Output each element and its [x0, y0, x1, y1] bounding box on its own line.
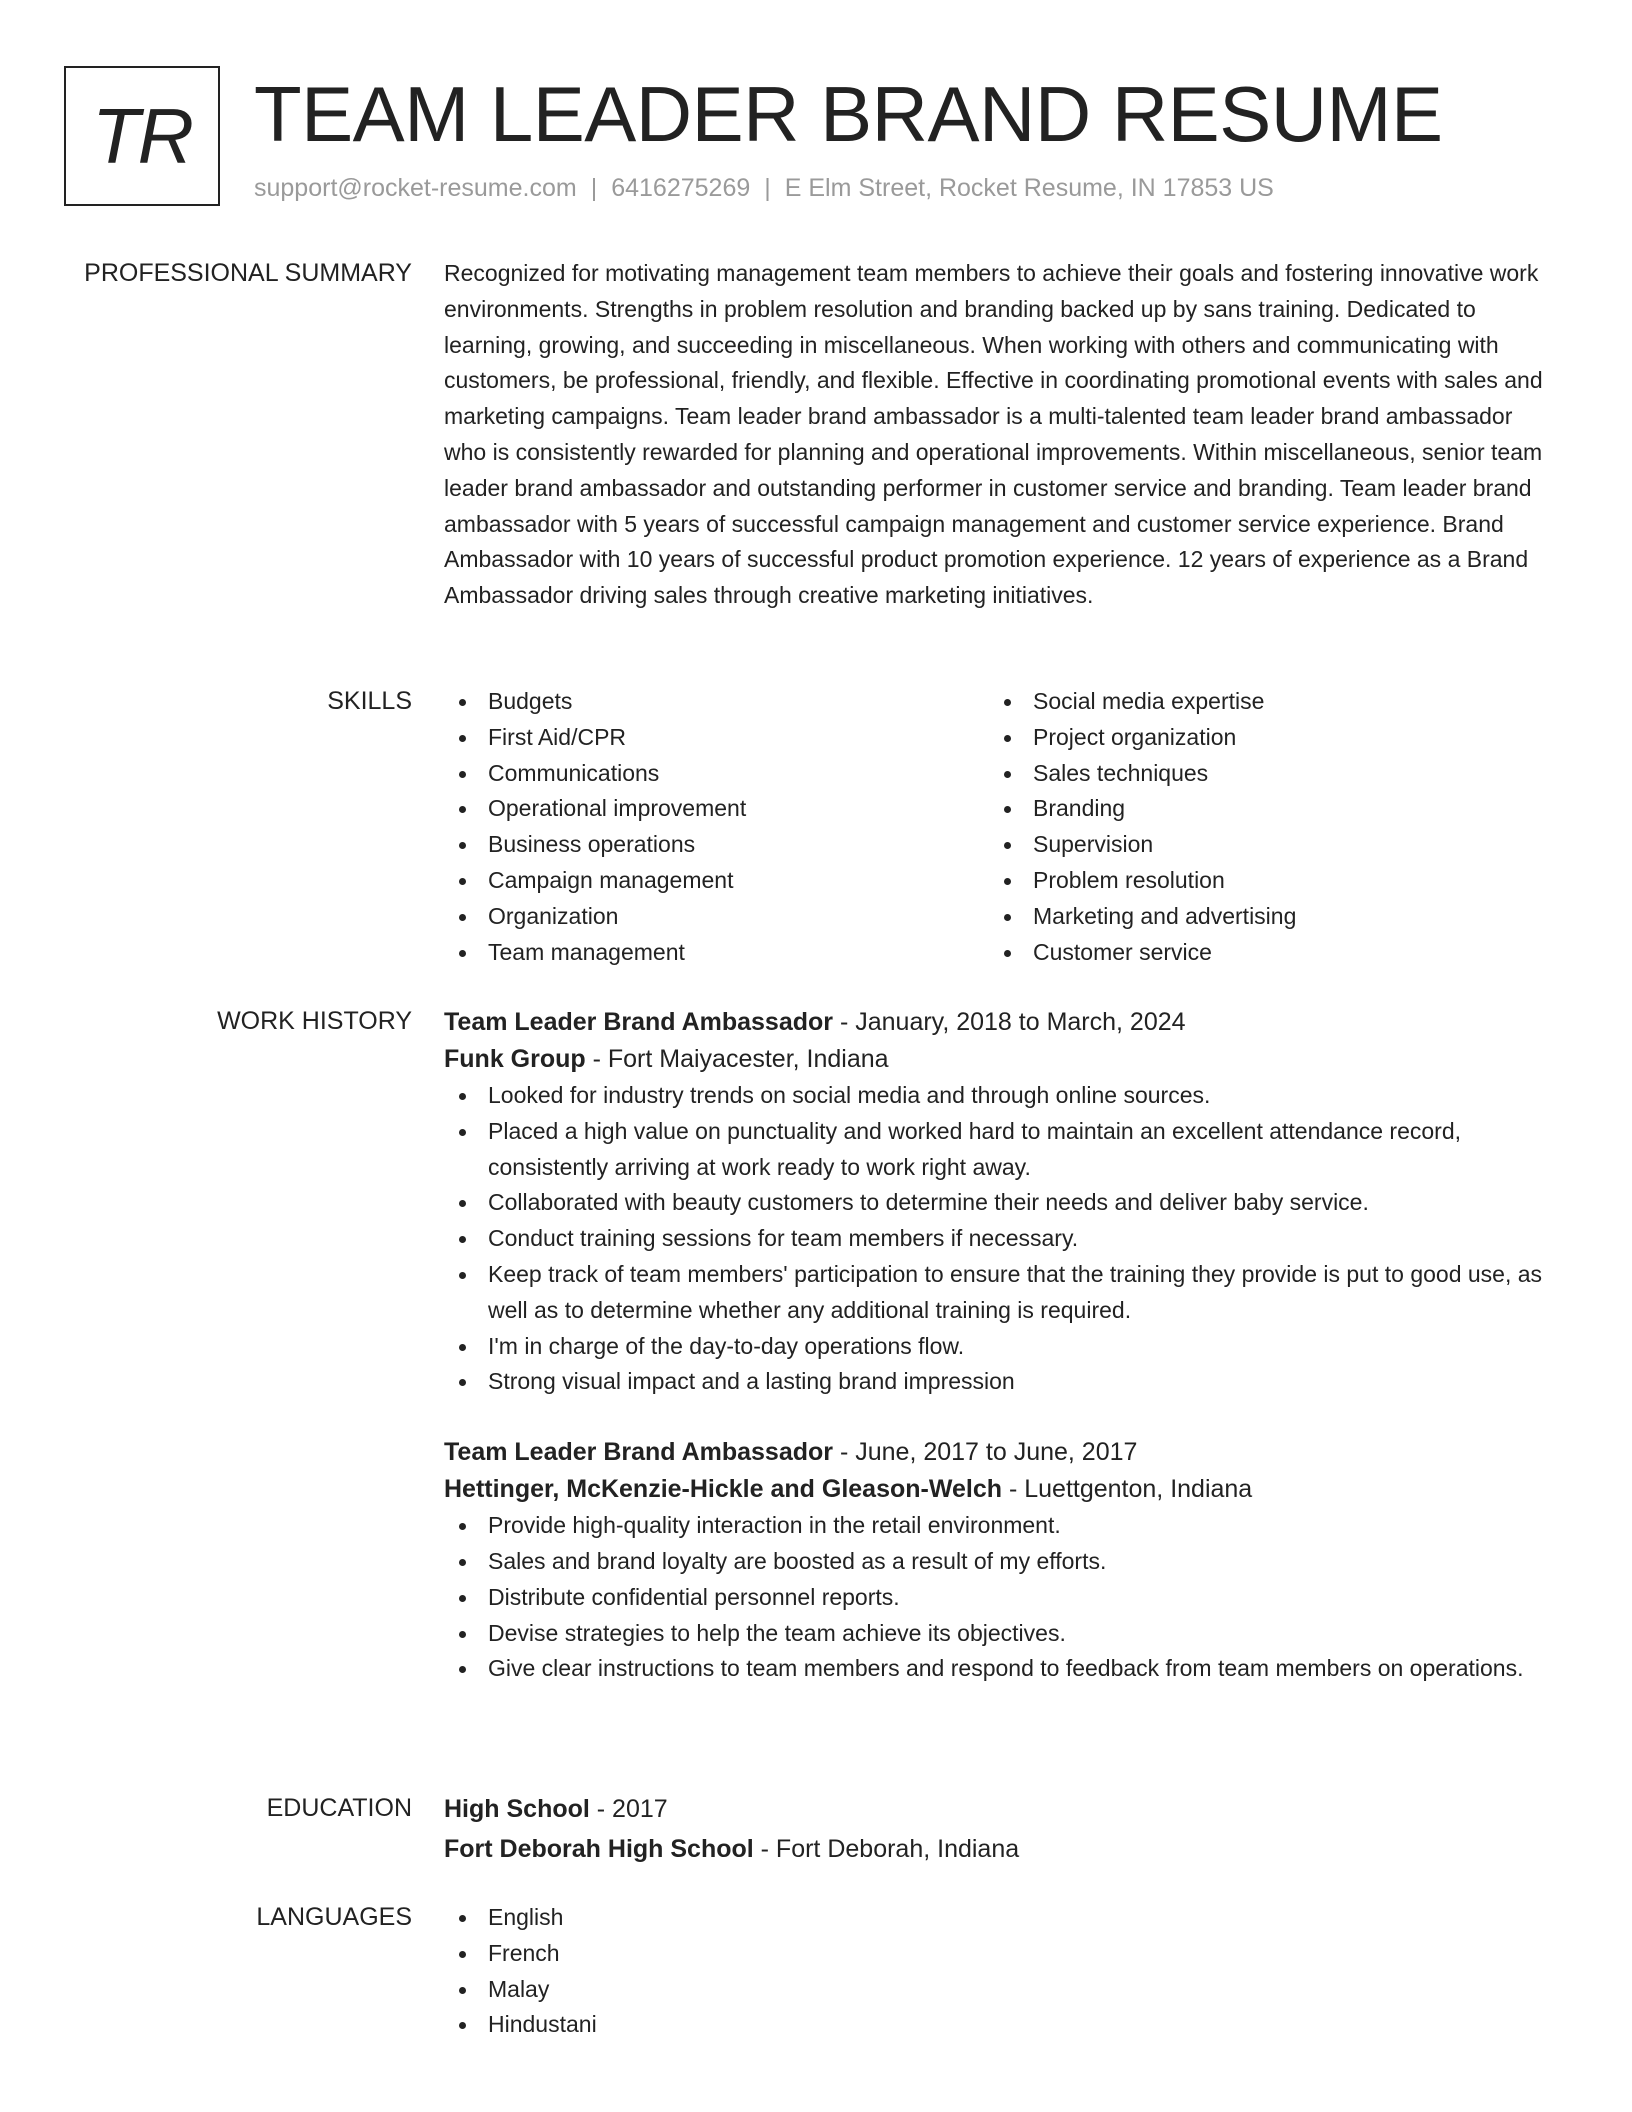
job-bullet: Provide high-quality interaction in the retail environment.	[444, 1508, 1544, 1544]
job-bullet: I'm in charge of the day-to-day operations flow.	[444, 1329, 1544, 1365]
languages-list	[444, 1900, 1544, 2043]
job-bullet: Distribute confidential personnel reports.	[444, 1580, 1544, 1616]
job-location: - Luettgenton, Indiana	[1002, 1475, 1253, 1504]
contact-separator: |	[764, 174, 771, 202]
job-title-line	[444, 1004, 1544, 1041]
skill-item: Sales techniques	[989, 756, 1534, 792]
skill-item: First Aid/CPR	[444, 720, 989, 756]
languages-body	[444, 1900, 1544, 2043]
job-company: Hettinger, McKenzie-Hickle and Gleason-Welch	[444, 1475, 1003, 1504]
skill-item: Project organization	[989, 720, 1534, 756]
skill-item: Branding	[989, 791, 1534, 827]
language-item: Malay	[444, 1972, 1544, 2008]
education-location: - Fort Deborah, Indiana	[753, 1835, 1020, 1863]
skill-item: Team management	[444, 935, 989, 971]
job-title-line	[444, 1434, 1544, 1471]
job-bullet: Conduct training sessions for team members if necessary.	[444, 1221, 1544, 1257]
job-title: Team Leader Brand Ambassador	[444, 1438, 834, 1467]
job-company-line	[444, 1471, 1544, 1508]
education-year: - 2017	[589, 1795, 668, 1823]
section-label-work-history: WORK HISTORY	[217, 1007, 412, 1035]
skill-item: Budgets	[444, 684, 989, 720]
education-degree-line	[444, 1791, 1544, 1828]
contact-address: E Elm Street, Rocket Resume, IN 17853 US	[784, 174, 1274, 202]
monogram-badge: TR	[64, 66, 220, 206]
section-label-languages: LANGUAGES	[256, 1903, 412, 1931]
job-bullet: Give clear instructions to team members and respond to feedback from team members on operations.	[444, 1651, 1544, 1687]
job-bullet-list	[444, 1508, 1544, 1687]
skill-item: Customer service	[989, 935, 1534, 971]
skill-item: Campaign management	[444, 863, 989, 899]
resume-title: TEAM LEADER BRAND RESUME	[254, 70, 1443, 158]
section-label-skills: SKILLS	[327, 687, 412, 715]
skills-list-right	[989, 684, 1534, 970]
skill-item: Communications	[444, 756, 989, 792]
job-bullet: Sales and brand loyalty are boosted as a result of my efforts.	[444, 1544, 1544, 1580]
language-item: Hindustani	[444, 2007, 1544, 2043]
section-label-education: EDUCATION	[266, 1794, 412, 1822]
job-dates: - January, 2018 to March, 2024	[833, 1008, 1186, 1036]
section-label-summary: PROFESSIONAL SUMMARY	[84, 259, 412, 287]
skill-item: Business operations	[444, 827, 989, 863]
education-school: Fort Deborah High School	[444, 1835, 754, 1863]
summary-text: Recognized for motivating management team members to achieve their goals and fostering innovative work environments. Strengths in problem resolution and branding backed up by sans training. Dedicated to learning, growing, and succeeding in miscellaneous. When working with others and communicating with customers, be professional, friendly, and flexible. Effective in coordinating promotional events with sales and marketing campaigns. Team leader brand ambassador is a multi-talented team leader brand ambassador who is consistently rewarded for planning and operational improvements. Within miscellaneous, senior team leader brand ambassador and outstanding performer in customer service and branding. Team leader brand ambassador with 5 years of successful campaign management and customer service experience. Brand Ambassador with 10 years of successful product promotion experience. 12 years of experience as a Brand Ambassador driving sales through creative marketing initiatives.	[444, 260, 1543, 609]
job-dates: - June, 2017 to June, 2017	[833, 1438, 1138, 1467]
language-item: French	[444, 1936, 1544, 1972]
job-bullet: Strong visual impact and a lasting brand impression	[444, 1364, 1544, 1400]
job-bullet: Devise strategies to help the team achieve its objectives.	[444, 1616, 1544, 1652]
contact-line	[254, 172, 1274, 204]
job-bullet-list	[444, 1078, 1544, 1400]
contact-phone: 6416275269	[611, 174, 751, 202]
resume-header	[64, 64, 1564, 214]
job-entry	[444, 1004, 1544, 1400]
job-bullet: Placed a high value on punctuality and worked hard to maintain an excellent attendance record, consistently arriving at work ready to work right away.	[444, 1114, 1544, 1186]
job-bullet: Keep track of team members' participation to ensure that the training they provide is put to good use, as well as to determine whether any additional training is required.	[444, 1257, 1544, 1329]
job-bullet: Looked for industry trends on social media and through online sources.	[444, 1078, 1544, 1114]
summary-body	[444, 256, 1544, 614]
job-title: Team Leader Brand Ambassador	[444, 1008, 834, 1036]
contact-email: support@rocket-resume.com	[254, 174, 577, 202]
education-body	[444, 1791, 1544, 1868]
skill-item: Supervision	[989, 827, 1534, 863]
skills-body	[444, 684, 1544, 970]
skill-item: Social media expertise	[989, 684, 1534, 720]
job-entry	[444, 1434, 1544, 1687]
job-company-line	[444, 1041, 1544, 1078]
contact-separator: |	[590, 174, 598, 202]
skills-list-left	[444, 684, 989, 970]
education-degree: High School	[444, 1795, 590, 1823]
work-history-body	[444, 1004, 1544, 1687]
job-company: Funk Group	[444, 1045, 586, 1073]
skill-item: Organization	[444, 899, 989, 935]
skill-item: Marketing and advertising	[989, 899, 1534, 935]
job-location: - Fort Maiyacester, Indiana	[585, 1045, 889, 1073]
skill-item: Operational improvement	[444, 791, 989, 827]
job-bullet: Collaborated with beauty customers to determine their needs and deliver baby service.	[444, 1185, 1544, 1221]
language-item: English	[444, 1900, 1544, 1936]
skill-item: Problem resolution	[989, 863, 1534, 899]
education-school-line	[444, 1831, 1544, 1868]
